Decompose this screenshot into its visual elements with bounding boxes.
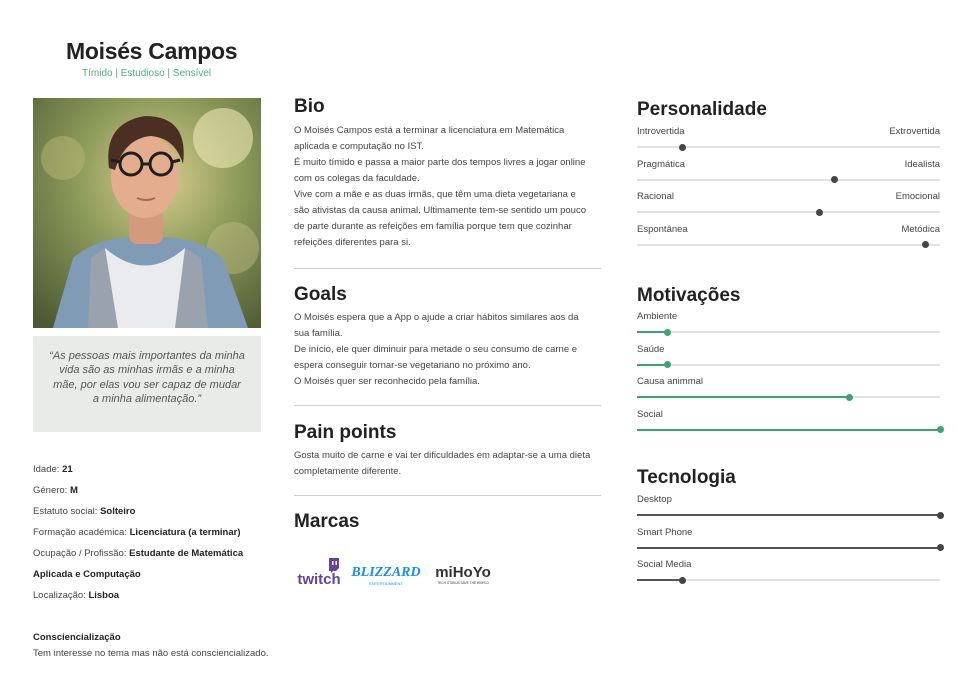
motivation-slider-handle[interactable] [664,361,671,368]
motivation-label: Social [637,408,663,420]
bio-line: são ativistas da causa animal. Ultimamente tem-se sentido um pouco [294,205,586,216]
personality-left-label: Introvertida [637,126,685,137]
pain-points-title: Pain points [294,422,397,443]
mihoyo-logo [430,558,496,588]
pain-line: completamente diferente. [294,466,402,477]
blizzard-logo [351,556,421,588]
motivation-slider-fill [637,429,940,431]
goals-title: Goals [294,284,347,305]
motivation-slider-handle[interactable] [664,329,671,336]
personality-slider-handle[interactable] [679,144,686,151]
portrait-image [33,98,261,328]
blizzard-logo-sub: ENTERTAINMENT [369,581,403,586]
technology-slider-handle[interactable] [937,512,944,519]
goals-line: sua família. [294,328,343,339]
divider [294,495,601,496]
technology-label: Desktop [637,494,672,505]
awareness-title [33,632,121,643]
bio-text [294,123,604,251]
personality-slider-handle[interactable] [831,176,838,183]
motivation-slider-fill [637,364,667,366]
motivation-slider-fill [637,331,667,333]
info-age [33,464,73,475]
info-value: Lisboa [88,590,120,601]
persona-name: Moisés Campos [66,38,238,64]
technology-slider-fill [637,579,682,581]
info-social-status [33,506,135,517]
bio-title: Bio [294,96,325,117]
twitch-logo-text: twitch [297,571,341,588]
persona-quote [33,336,261,432]
motivation-slider-handle[interactable] [937,426,944,433]
personality-slider-track [637,244,940,246]
divider [294,405,601,406]
personality-left-label: Racional [637,191,674,202]
motivation-slider-track [637,364,940,366]
pain-points-text [294,448,604,480]
divider [294,268,601,269]
bio-line: Vive com a mãe e as duas irmãs, que têm uma dieta vegetariana e [294,189,576,200]
motivation-slider-fill [637,396,849,398]
info-occupation-cont [33,569,141,580]
awareness-text: Tem interesse no tema mas não está consciencializado. [33,648,269,659]
personality-right-label: Extrovertida [889,126,940,137]
awareness-title-text: Consciencialização [33,632,121,643]
twitch-logo [295,556,343,588]
bio-line: com os colegas da faculdade. [294,173,420,184]
technology-slider-fill [637,547,940,549]
motivation-label: Ambiente [637,311,678,322]
info-gender [33,485,78,496]
mihoyo-logo-sub: TECH OTAKUS SAVE THE WORLD [437,581,489,585]
info-label: Localização: [33,590,89,601]
goals-line: espera conseguir tornar-se vegetariano no próximo ano. [294,360,531,371]
info-label: Género: [33,485,70,496]
personality-left-label: Espontânea [637,223,688,235]
motivation-label: Saúde [637,343,665,355]
personality-right-label: Emocional [895,191,940,202]
bio-line: de parte durante as refeições em família porque tem que cozinhar [294,221,572,232]
bio-line: O Moisés Campos está a terminar a licenciatura em Matemática [294,125,565,136]
bio-line: refeições diferentes para si. [294,237,411,248]
info-occupation [33,548,243,559]
personality-right-label: Idealista [904,158,940,170]
technology-title: Tecnologia [637,467,736,488]
personality-left-label: Pragmática [637,158,686,170]
goals-line: O Moisés espera que a App o ajude a criar hábitos similares aos da [294,312,579,323]
goals-text [294,310,604,390]
personality-slider-track [637,211,940,213]
motivations-title: Motivações [637,285,741,306]
technology-slider-handle[interactable] [679,577,686,584]
personality-slider-handle[interactable] [816,209,823,216]
info-value: Aplicada e Computação [33,569,141,580]
info-location [33,590,119,601]
info-value: Solteiro [100,506,136,517]
personality-right-label: Metódica [901,223,940,235]
bio-line: É muito tímido e passa a maior parte dos tempos livres a jogar online [294,157,586,168]
info-label: Ocupação / Profissão: [33,548,130,559]
info-label: Formação académica: [33,527,130,538]
technology-label: Social Media [637,559,692,570]
goals-line: O Moisés quer ser reconhecido pela família. [294,376,480,387]
personality-slider-handle[interactable] [922,241,929,248]
motivation-slider-track [637,331,940,333]
persona-traits: Tímido | Estudioso | Sensível [82,68,212,79]
persona-photo [33,98,261,328]
blizzard-logo-text: BLIZZARD [351,565,421,580]
technology-slider-fill [637,514,940,516]
info-value: 21 [62,464,73,475]
info-value: M [69,485,78,496]
technology-label: Smart Phone [637,526,693,538]
info-label: Idade: [33,464,63,475]
info-value: Licenciatura (a terminar) [129,527,241,538]
motivation-label: Causa animmal [637,376,703,387]
brands-title: Marcas [294,511,360,532]
goals-line: De início, ele quer diminuir para metade o seu consumo de carne e [294,344,578,355]
personality-slider-track [637,179,940,181]
personality-title: Personalidade [637,99,767,120]
quote-text: “As pessoas mais importantes da minha vida são as minhas irmãs e a minha mãe, por elas vou ser capaz de mudar a minha alimentação.” [49,350,245,405]
bio-line: aplicada e computação no IST. [294,141,424,152]
info-education [33,527,241,538]
mihoyo-logo-text: miHoYo [435,564,491,581]
info-label: Estatuto social: [33,506,101,517]
motivation-slider-handle[interactable] [846,394,853,401]
pain-line: Gosta muito de carne e vai ter dificuldades em adaptar-se a uma dieta [294,450,591,461]
info-value: Estudante de Matemática [129,548,244,559]
technology-slider-handle[interactable] [937,544,944,551]
